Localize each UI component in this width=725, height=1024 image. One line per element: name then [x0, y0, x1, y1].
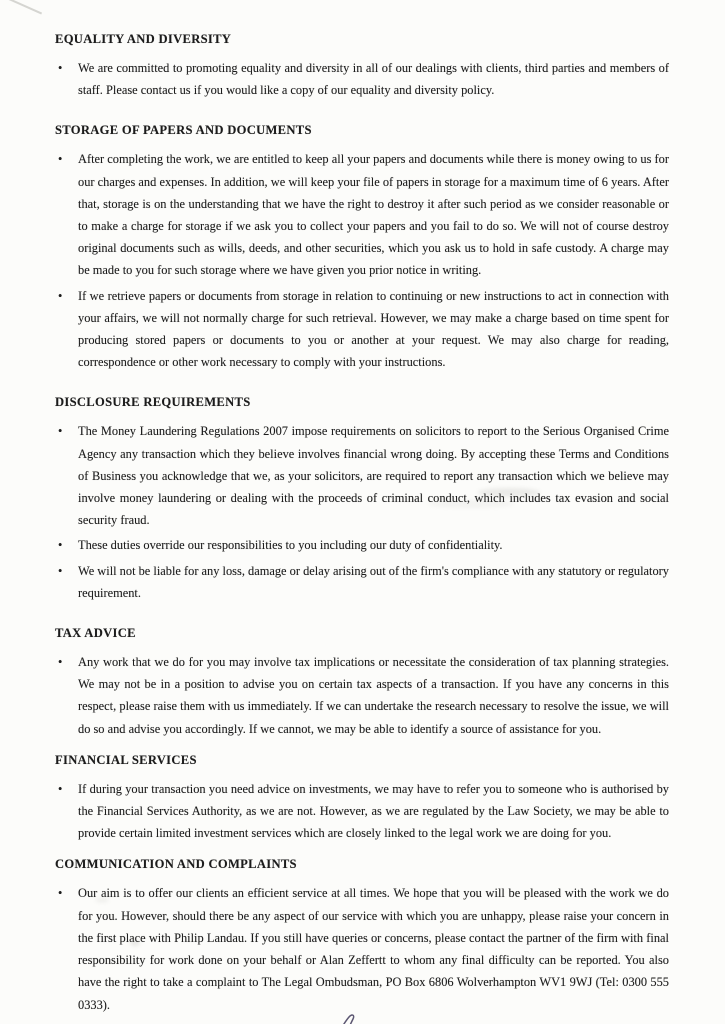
bullet-text: Our aim is to offer our clients an efficient service at all times. We hope that you will be pleased with the work we do for you. However, should there be any aspect of our service with which you are unhappy, please raise your concern in the first place with Philip Landau. If you still have queries or concerns, please contact the partner of the firm with final responsibility for work done on your behalf or Alan Zeffertt to whom any final difficulty can be reported. You also have the right to take a complaint to The Legal Ombudsman, PO Box 6806 Wolverhampton WV1 9WJ (Tel: 0300 555 0333). [78, 886, 669, 1012]
bullet-marker: • [58, 61, 63, 75]
bullet-text: These duties override our responsibilities to you including our duty of confidentiality. [78, 538, 503, 553]
bullet-item [55, 651, 669, 740]
bullet-text: We are committed to promoting equality and diversity in all of our dealings with clients, third parties and members of staff. Please contact us if you would like a copy of our equality and diversity policy. [78, 61, 669, 98]
document-content [55, 32, 669, 1024]
bullet-item [55, 778, 669, 845]
section-equality-and-diversity [55, 32, 669, 101]
bullet-text: Any work that we do for you may involve tax implications or necessitate the consideration of tax planning strategies. We may not be in a position to advise you on certain tax aspects of a transaction. If you have any concerns in this respect, please raise them with us immediately. If we can undertake the research necessary to resolve the issue, we will do so and advise you accordingly. If we cannot, we may be able to identify a source of assistance for you. [78, 655, 669, 736]
bullet-text: We will not be liable for any loss, damage or delay arising out of the firm's compliance with any statutory or regulatory requirement. [78, 563, 670, 600]
bullet-item [55, 882, 669, 1015]
bullet-item [55, 285, 669, 374]
section-financial-services [55, 753, 669, 845]
section-storage-of-papers [55, 123, 669, 373]
bullet-marker: • [58, 152, 63, 167]
bullet-marker: • [58, 288, 63, 303]
scan-corner-artifact [0, 0, 42, 14]
bullet-marker: • [58, 655, 63, 670]
section-heading: DISCLOSURE REQUIREMENTS [55, 395, 251, 410]
bullet-text: The Money Laundering Regulations 2007 impose requirements on solicitors to report to the Serious Organised Crime Agency any transaction which they believe involves financial wrong doing. By accepting these Terms and Conditions of Business you acknowledge that we, as your solicitors, are required to report any transaction which we believe may involve money laundering or dealing with the proceeds of criminal conduct, which includes tax evasion and social security fraud. [78, 424, 669, 528]
section-disclosure-requirements [55, 395, 669, 604]
section-heading: FINANCIAL SERVICES [55, 752, 197, 767]
bullet-item [55, 148, 669, 281]
bullet-text: If we retrieve papers or documents from storage in relation to continuing or new instructions to act in connection with your affairs, we will not normally charge for such retrieval. However, we may make a charge based on time spent for producing stored papers or documents to you or another at your request. We may also charge for reading, correspondence or other work necessary to comply with your instructions. [78, 288, 669, 370]
bullet-marker: • [58, 886, 63, 901]
bullet-marker: • [58, 424, 63, 439]
bullet-item [55, 560, 669, 604]
section-heading: STORAGE OF PAPERS AND DOCUMENTS [55, 123, 312, 138]
section-heading: EQUALITY AND DIVERSITY [55, 32, 232, 46]
section-heading: TAX ADVICE [55, 626, 136, 641]
bullet-text: After completing the work, we are entitled to keep all your papers and documents while there is money owing to us for our charges and expenses. In addition, we will keep your file of papers in storage for a maximum time of 6 years. After that, storage is on the understanding that we have the right to destroy it after such period as we consider reasonable or to make a charge for storage if we ask you to collect your papers and you fail to do so. We will not of course destroy original documents such as wills, deeds, and other securities, which you ask us to hold in safe custody. A charge may be made to you for such storage where we have given you prior notice in writing. [78, 152, 669, 278]
bullet-item [55, 420, 669, 531]
bullet-text: If during your transaction you need advice on investments, we may have to refer you to someone who is authorised by the Financial Services Authority, as we are not. However, as we are regulated by the Law Society, we may be able to provide certain limited investment services which are closely linked to the legal work we are doing for you. [78, 781, 669, 841]
bullet-item [55, 534, 669, 556]
section-heading: COMMUNICATION AND COMPLAINTS [55, 857, 297, 872]
bullet-marker: • [58, 781, 63, 796]
section-communication-and-complaints [55, 857, 669, 1024]
bullet-marker: • [58, 538, 63, 553]
section-tax-advice [55, 626, 669, 740]
bullet-item [55, 57, 669, 101]
bullet-marker: • [58, 563, 63, 578]
